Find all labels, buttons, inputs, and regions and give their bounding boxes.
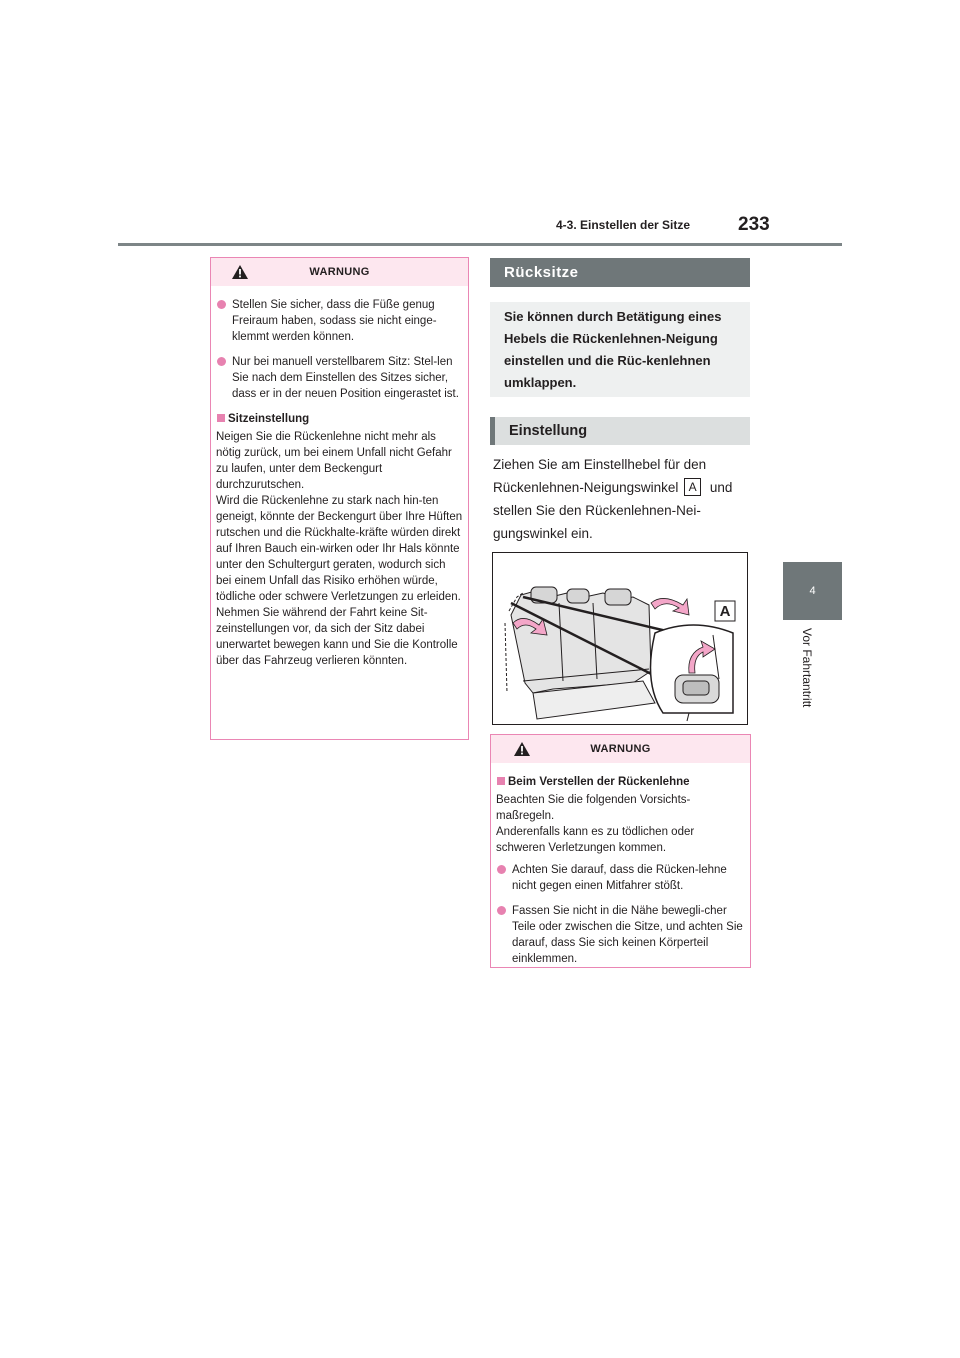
section-heading-rear-seats: Rücksitze (490, 258, 750, 287)
warning-bullet (216, 354, 463, 402)
warning-body: Neigen Sie die Rückenlehne nicht mehr als nötig zurück, um bei einem Unfall nicht Gefahr zu laufen, unter dem Beckengurt durchzurutschen. Wird die Rückenlehne zu stark nach hin-ten geneigt, könnte der Beckengurt über Ihre Hüften rutschen und die Rückhalte-kräfte würden direkt auf Ihren Bauch ein-wirken oder Ihr Hals könnte unter den Schultergurt geraten, wodurch sich bei einem Unfall das Risiko erhöhen würde, tödliche oder schwere Verletzungen zu erleiden. Nehmen Sie während der Fahrt keine Sit-zeinstellungen vor, da sich der Sitz dabei unerwartet bewegen kann und Sie die Kontrolle über das Fahrzeug verlieren könnten. (216, 431, 463, 667)
bullet-dot-icon (217, 357, 226, 366)
chapter-title: Vor Fahrtantritt (800, 628, 814, 708)
warning-bullet-text: Nur bei manuell verstellbarem Sitz: Stel-len Sie nach dem Einstellen des Sitzes sicher, dass er in der neuen Position eingerastet ist. (232, 356, 459, 400)
warning-subheading-text: Beim Verstellen der Rückenlehne (508, 776, 690, 788)
warning-subheading-text: Sitzeinstellung (228, 413, 310, 425)
warning-bullet-text: Achten Sie darauf, dass die Rücken-lehne nicht gegen einen Mitfahrer stößt. (512, 864, 727, 892)
bullet-dot-icon (217, 300, 226, 309)
warning-bullet (216, 297, 463, 345)
warning-subheading (216, 411, 463, 427)
figure-callout-label: A (719, 603, 731, 620)
bullet-dot-icon (497, 865, 506, 874)
warning-bullet (496, 862, 745, 894)
header-rule (118, 243, 842, 246)
section-title: 4-3. Einstellen der Sitze (556, 218, 691, 232)
warning-bullet (496, 903, 745, 967)
warning-triangle-icon (231, 264, 249, 280)
warning-title: WARNUNG (309, 266, 370, 278)
warning-header (491, 735, 750, 763)
warning-bullet-text: Fassen Sie nicht in die Nähe bewegli-cher Teile oder zwischen die Sitze, und achten Sie darauf, dass Sie sich keinen Körperteil einklemmen. (512, 905, 743, 965)
bullet-dot-icon (497, 906, 506, 915)
warning-header (211, 258, 468, 286)
chapter-number: 4 (809, 585, 816, 597)
warning-title: WARNUNG (590, 743, 651, 755)
square-bullet-icon (217, 414, 225, 422)
warning-box (490, 734, 751, 968)
seat-illustration (492, 552, 748, 725)
instruction-text (493, 453, 751, 545)
warning-body: Beachten Sie die folgenden Vorsichts-maßregeln. Anderenfalls kann es zu tödlichen oder schweren Verletzungen kommen. (496, 794, 695, 854)
warning-triangle-icon (513, 741, 531, 757)
subsection-heading-adjustment: Einstellung (490, 417, 750, 445)
instruction-before: Ziehen Sie am Einstellhebel für den Rückenlehnen-Neigungswinkel (493, 457, 707, 495)
instruction-after: und stellen Sie den Rückenlehnen-Nei-gungswinkel ein. (493, 480, 733, 541)
intro-box: Sie können durch Betätigung eines Hebels die Rückenlehnen-Neigung einstellen und die Rüc-kenlehnen umklappen. (490, 302, 750, 397)
callout-label: A (684, 478, 701, 496)
rear-seat-drawing (493, 553, 747, 724)
square-bullet-icon (497, 777, 505, 785)
chapter-tab[interactable] (783, 562, 842, 620)
warning-subheading (496, 774, 745, 790)
page-number: 233 (738, 214, 770, 235)
warning-box (210, 257, 469, 740)
warning-bullet-text: Stellen Sie sicher, dass die Füße genug Freiraum haben, sodass sie nicht einge-klemmt werden können. (232, 299, 437, 343)
